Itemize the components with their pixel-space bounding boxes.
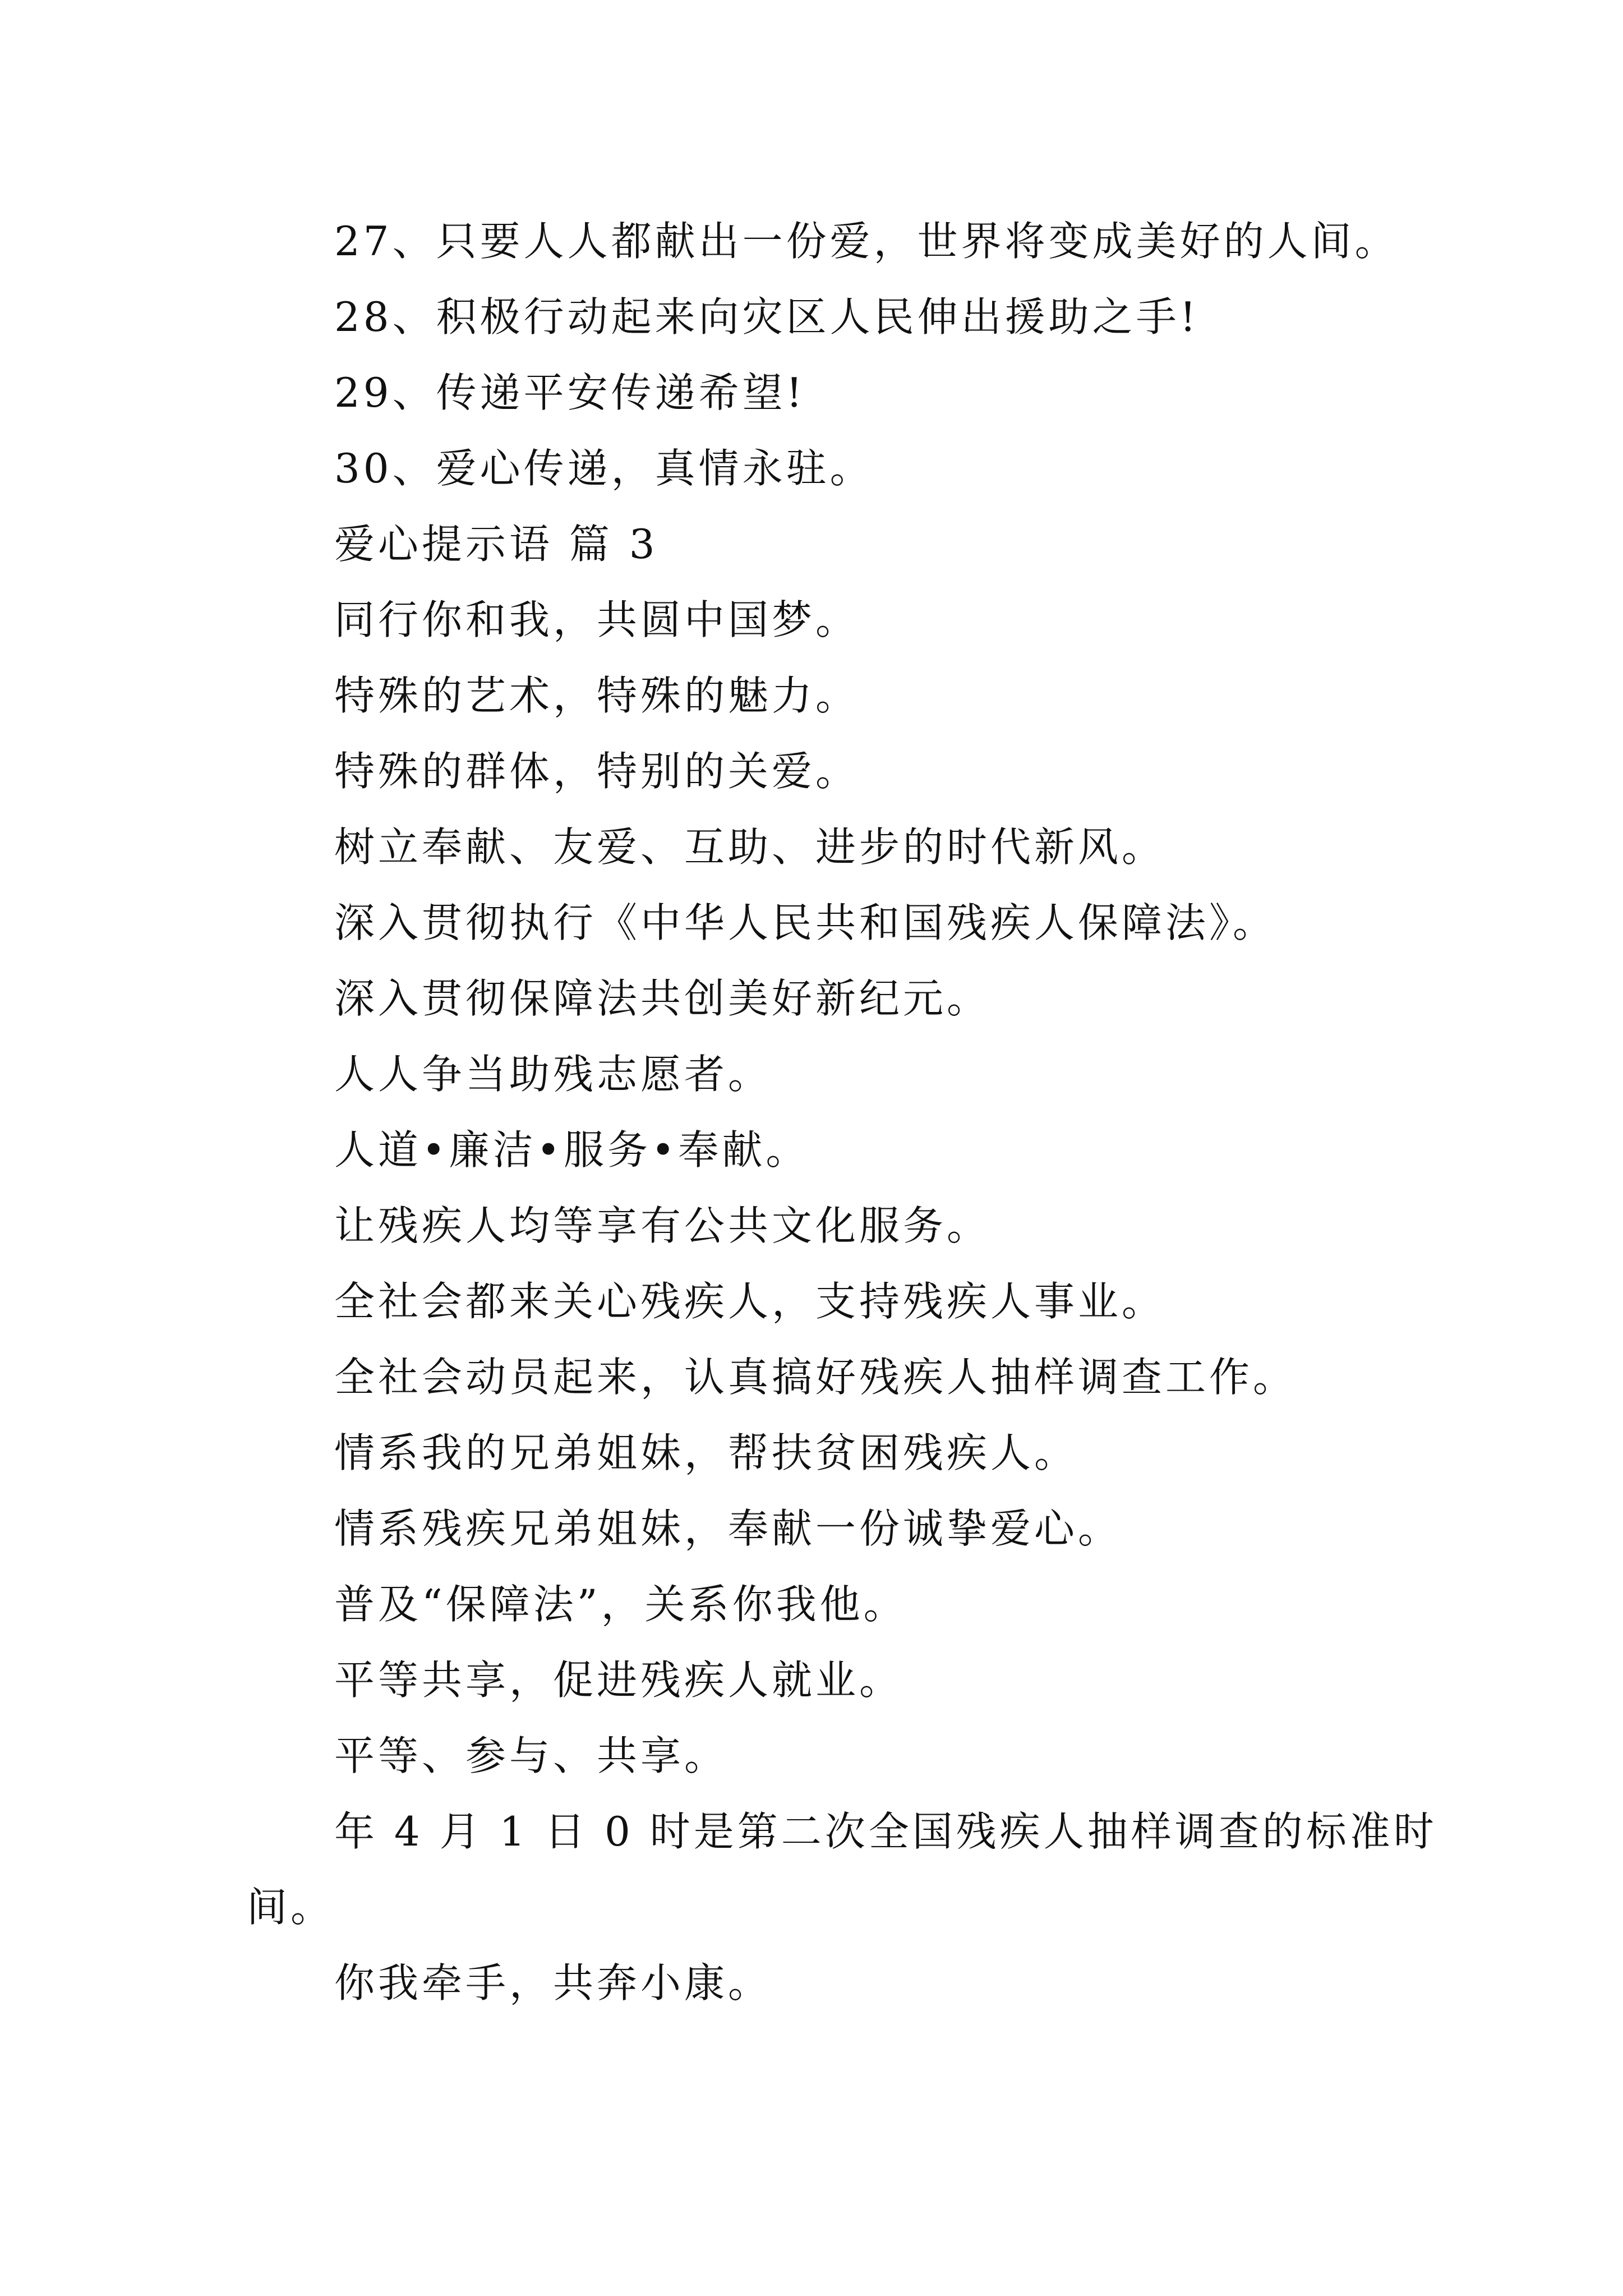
- text-line: 同行你和我，共圆中国梦。: [334, 596, 860, 643]
- section-heading: 爱心提示语 篇 3: [334, 521, 658, 568]
- text-line: 深入贯彻执行《中华人民共和国残疾人保障法》。: [334, 899, 1277, 946]
- text-line: 全社会动员起来，认真搞好残疾人抽样调查工作。: [334, 1354, 1297, 1401]
- text-line-continuation: 间。: [247, 1884, 335, 1931]
- text-line: 27、只要人人都献出一份爱，世界将变成美好的人间。: [334, 218, 1399, 265]
- text-line: 情系我的兄弟姐妹，帮扶贫困残疾人。: [334, 1429, 1078, 1476]
- text-line: 平等、参与、共享。: [334, 1732, 728, 1779]
- text-line: 情系残疾兄弟姐妹，奉献一份诚挚爱心。: [334, 1505, 1122, 1552]
- text-line: 人人争当助残志愿者。: [334, 1051, 772, 1098]
- text-line: 树立奉献、友爱、互助、进步的时代新风。: [334, 823, 1166, 871]
- text-line: 30、爱心传递，真情永驻。: [334, 445, 874, 492]
- text-line: 让残疾人均等享有公共文化服务。: [334, 1202, 991, 1249]
- text-line: 特殊的艺术，特殊的魅力。: [334, 672, 860, 719]
- text-line: 人道•廉洁•服务•奉献。: [334, 1126, 810, 1174]
- text-line: 你我牵手，共奔小康。: [334, 1959, 772, 2007]
- text-line: 28、积极行动起来向灾区人民伸出援助之手!: [334, 293, 1200, 341]
- text-line: 全社会都来关心残疾人，支持残疾人事业。: [334, 1278, 1166, 1325]
- text-line: 深入贯彻保障法共创美好新纪元。: [334, 975, 991, 1022]
- text-line: 平等共享，促进残疾人就业。: [334, 1657, 903, 1704]
- text-line: 特殊的群体，特别的关爱。: [334, 748, 860, 795]
- text-line: 29、传递平安传递希望!: [334, 369, 806, 416]
- text-line: 普及“保障法”，关系你我他。: [334, 1581, 907, 1628]
- text-line: 年 4 月 1 日 0 时是第二次全国残疾人抽样调查的标准时: [334, 1808, 1437, 1855]
